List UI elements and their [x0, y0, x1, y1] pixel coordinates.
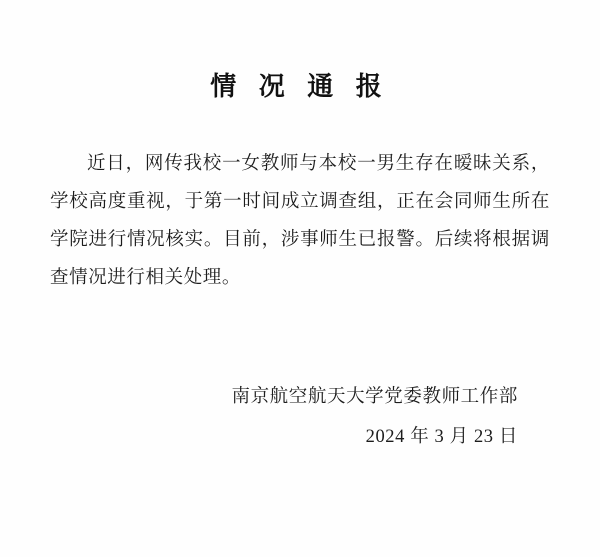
body-paragraph: 近日，网传我校一女教师与本校一男生存在暧昧关系，学校高度重视，于第一时间成立调查组，正在会同师生所在学院进行情况核实。目前，涉事师生已报警。后续将根据调查情况进行相关处理。	[50, 154, 550, 288]
page-title: 情 况 通 报	[210, 72, 390, 101]
signature-organization: 南京航空航天大学党委教师工作部	[231, 387, 518, 407]
document-body	[36, 145, 564, 297]
signature-date: 2024 年 3 月 23 日	[365, 427, 518, 447]
signature-block	[36, 379, 564, 455]
